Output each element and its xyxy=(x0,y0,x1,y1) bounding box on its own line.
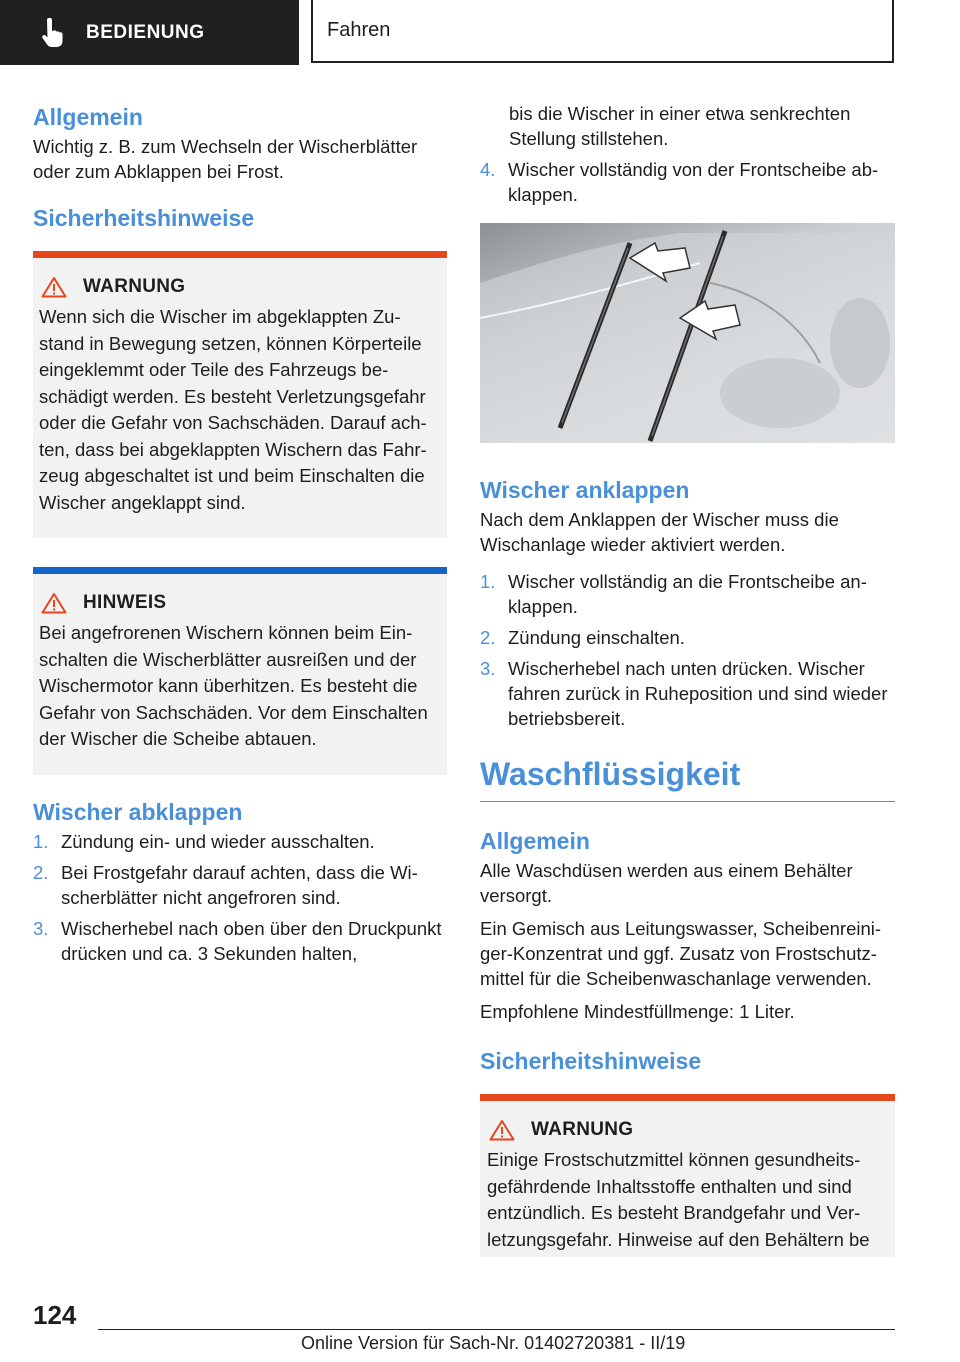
note-label: HINWEIS xyxy=(83,592,167,613)
list-item: 2. Bei Frostgefahr darauf achten, dass die Wischerblätter nicht angefroren sind. xyxy=(33,861,418,908)
heading-safety: Sicherheitshinweise xyxy=(33,205,255,231)
list-item: 1. Wischer vollständig an die Frontscheibe anklappen. xyxy=(480,571,867,617)
warning-label-2: WARNUNG xyxy=(531,1119,634,1140)
right-column xyxy=(480,101,895,1257)
warning-triangle-icon xyxy=(489,1119,515,1141)
allgemein-text: Wichtig z. B. zum Wechseln der Wischerblätter oder zum Abklappen bei Frost. xyxy=(33,136,418,182)
page-number: 124 xyxy=(33,1300,77,1330)
continued-text: bis die Wischer in einer etwa senkrechten Stellung stillstehen. xyxy=(509,103,851,149)
warning-text-2: Einige Frostschutzmittel können gesundheitsgefährdende Inhaltsstoffe enthalten und sind entzündlich. Es besteht Brandgefahr und Verletzungsgefahr. Hinweise auf den Behältern be xyxy=(487,1149,870,1250)
warning-box xyxy=(33,251,447,538)
warning-box-2 xyxy=(480,1094,895,1257)
fold-steps xyxy=(33,829,447,966)
wash-text-2: Ein Gemisch aus Leitungswasser, Scheibenreiniger-Konzentrat und ggf. Zusatz von Frostschutzmittel für die Scheibenwaschanlage verwenden. xyxy=(480,918,882,989)
heading-unfold: Wischer anklappen xyxy=(480,477,690,503)
left-column xyxy=(33,100,447,972)
section-tab xyxy=(0,0,299,65)
warning-triangle-icon xyxy=(41,276,67,298)
footer-rule xyxy=(98,1329,895,1330)
unfold-text: Nach dem Anklappen der Wischer muss die Wischanlage wieder aktiviert werden. xyxy=(480,509,839,555)
warning-triangle-icon xyxy=(41,592,67,614)
fold-steps-continued xyxy=(480,157,895,207)
wiper-illustration xyxy=(480,223,895,443)
list-item: 3. Wischerhebel nach unten drücken. Wischer fahren zurück in Ruheposition und sind wieder betriebsbereit. xyxy=(480,658,888,729)
section-title: BEDIENUNG xyxy=(86,21,205,43)
heading-wash-general: Allgemein xyxy=(480,828,590,854)
list-item: 1. Zündung ein- und wieder ausschalten. xyxy=(33,830,375,852)
unfold-steps xyxy=(480,569,895,731)
warning-label: WARNUNG xyxy=(83,276,186,297)
wiper-drawing xyxy=(480,223,895,443)
heading-fold: Wischer abklappen xyxy=(33,798,243,825)
heading-allgemein: Allgemein xyxy=(33,104,143,130)
footer-version: Online Version für Sach-Nr. 01402720381 - II/19 xyxy=(301,1333,686,1353)
chapter-title: Fahren xyxy=(327,19,391,41)
note-text: Bei angefrorenen Wischern können beim Einschalten die Wischerblätter ausreißen und der Wischermotor kann überhitzen. Es besteht die Gefahr von Sachschäden. Vor dem Einschalten der Wischer die Scheibe abtauen. xyxy=(39,622,428,749)
list-item: 4. Wischer vollständig von der Frontscheibe abklappen. xyxy=(480,159,879,205)
list-item: 2. Zündung einschalten. xyxy=(480,627,685,648)
warning-text: Wenn sich die Wischer im abgeklappten Zustand in Bewegung setzen, können Körperteile eingeklemmt oder Teile des Fahrzeugs beschädigt werden. Es besteht Verletzungsgefahr oder die Gefahr von Sachschäden. Darauf achten, dass bei abgeklappten Wischern das Fahrzeug abgeschaltet ist und beim Einschalten die Wischer angeklappt sind. xyxy=(39,306,427,513)
wash-heading-rule xyxy=(480,751,895,802)
list-item: 3. Wischerhebel nach oben über den Druckpunkt drücken und ca. 3 Sekunden halten, xyxy=(33,917,442,964)
chapter-tab xyxy=(311,0,894,63)
wash-text-3: Empfohlene Mindestfüllmenge: 1 Liter. xyxy=(480,1001,795,1022)
wash-text-1: Alle Waschdüsen werden aus einem Behälter versorgt. xyxy=(480,860,853,906)
heading-wash: Waschflüssigkeit xyxy=(480,756,741,792)
heading-wash-safety: Sicherheitshinweise xyxy=(480,1048,702,1074)
pointing-hand-icon xyxy=(38,18,66,48)
note-box xyxy=(33,567,447,775)
